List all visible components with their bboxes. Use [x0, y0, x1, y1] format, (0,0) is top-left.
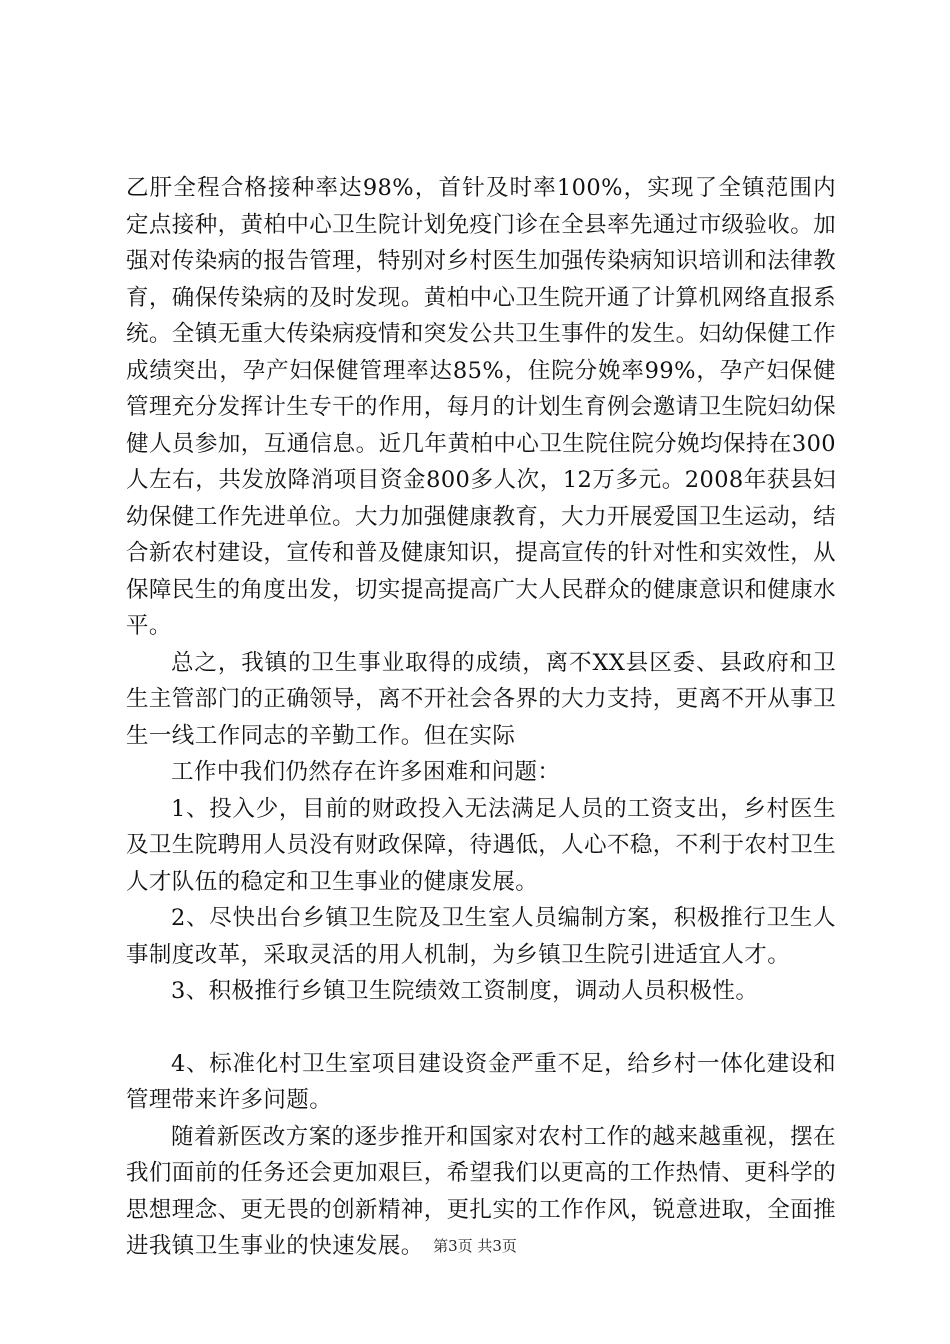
paragraph-problems-intro: 工作中我们仍然存在许多困难和问题：: [171, 759, 561, 785]
page-footer: 第3页 共3页: [433, 1237, 517, 1255]
paragraph-problem-3: 3、积极推行乡镇卫生院绩效工资制度，调动人员积极性。: [171, 978, 759, 1004]
paragraph-immunization-and-health: 乙肝全程合格接种率达98%，首针及时率100%，实现了全镇范围内定点接种，黄柏中心卫生院计划免疫门诊在全县率先通过市级验收。加强对传染病的报告管理，特别对乡村医生加强传染病知识培训和法律教育，确保传染病的及时发现。黄柏中心卫生院开通了计算机网络直报系统。全镇无重大传染病疫情和突发公共卫生事件的发生。妇幼保健工作成绩突出，孕产妇保健管理率达85%，住院分娩率99%，孕产妇保健管理充分发挥计生专干的作用，每月的计划生育例会邀请卫生院妇幼保健人员参加，互通信息。近几年黄柏中心卫生院住院分娩均保持在300人左右，共发放降消项目资金800多人次，12万多元。2008年获县妇幼保健工作先进单位。大力加强健康教育，大力开展爱国卫生运动，结合新农村建设，宣传和普及健康知识，提高宣传的针对性和实效性，从保障民生的角度出发，切实提高提高广大人民群众的健康意识和健康水平。: [126, 175, 836, 639]
paragraph-problem-1: 1、投入少，目前的财政投入无法满足人员的工资支出，乡村医生及卫生院聘用人员没有财政保障，待遇低，人心不稳，不利于农村卫生人才队伍的稳定和卫生事业的健康发展。: [126, 795, 836, 895]
paragraph-problem-2: 2、尽快出台乡镇卫生院及卫生室人员编制方案，积极推行卫生人事制度改革，采取灵活的用人机制，为乡镇卫生院引进适宜人才。: [126, 905, 836, 968]
paragraph-spacer: [126, 1010, 836, 1046]
paragraph-conclusion: 随着新医改方案的逐步推开和国家对农村工作的越来越重视，摆在我们面前的任务还会更加艰巨，希望我们以更高的工作热情、更科学的思想理念、更无畏的创新精神，更扎实的工作作风，锐意进取，全面推进我镇卫生事业的快速发展。: [126, 1123, 836, 1259]
paragraph-problem-4: 4、标准化村卫生室项目建设资金严重不足，给乡村一体化建设和管理带来许多问题。: [126, 1050, 836, 1113]
document-body: [126, 170, 836, 1265]
paragraph-summary: 总之，我镇的卫生事业取得的成绩，离不XX县区委、县政府和卫生主管部门的正确领导，离不开社会各界的大力支持，更离不开从事卫生一线工作同志的辛勤工作。但在实际: [126, 649, 836, 749]
